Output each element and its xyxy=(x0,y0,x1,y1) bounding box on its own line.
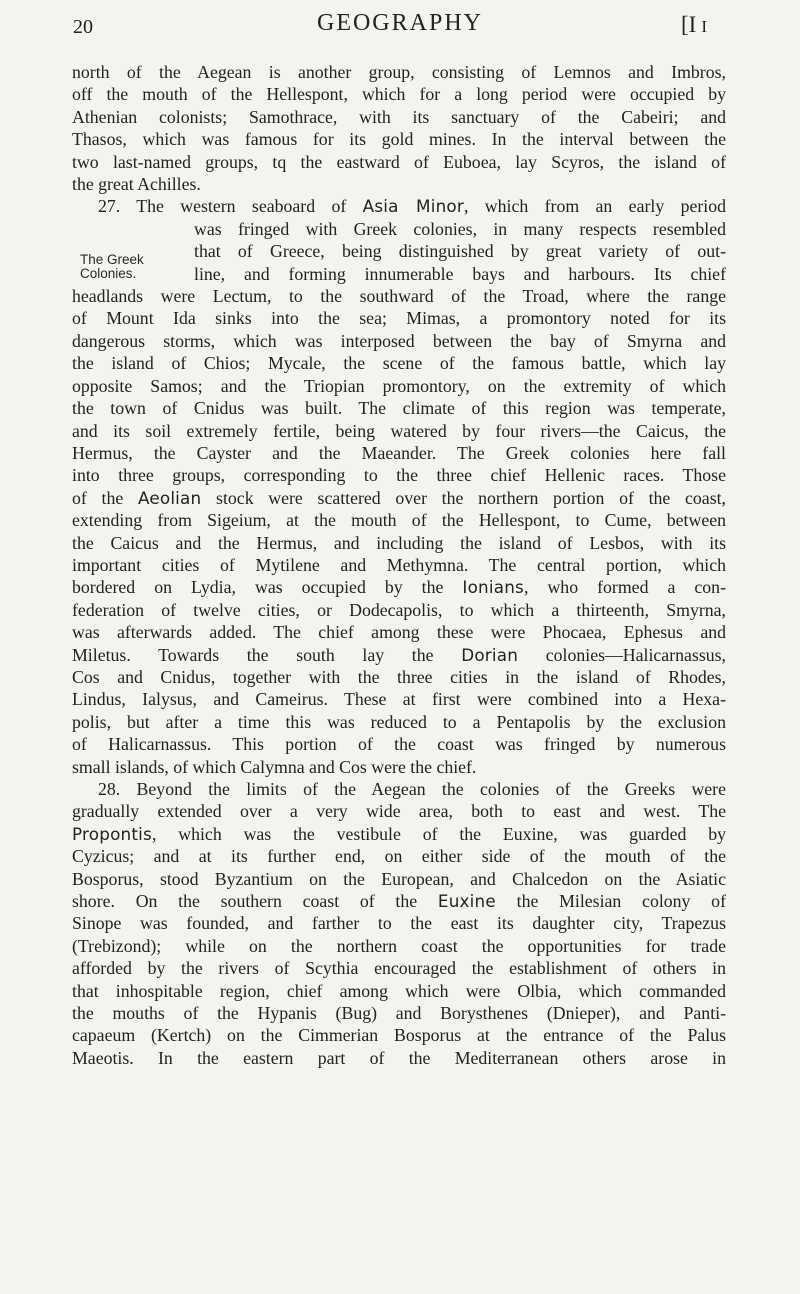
text-run: Miletus. Towards the south lay the xyxy=(72,644,462,665)
text-line: Athenian colonists; Samothrace, with its sanctuary of the Cabeiri; and xyxy=(72,106,726,127)
text-line: (Trebizond); while on the northern coast the opportunities for trade xyxy=(72,935,726,956)
text-line: polis, but after a time this was reduced to a Pentapolis by the exclusion xyxy=(72,711,726,732)
text-line: Bosporus, stood Byzantium on the European, and Chalcedon on the Asiatic xyxy=(72,868,726,889)
text-line: that of Greece, being distinguished by great variety of out- xyxy=(194,241,726,262)
text-line: gradually extended over a very wide area, both to east and west. The xyxy=(72,801,726,822)
text-line: small islands, of which Calymna and Cos were the chief. xyxy=(72,756,477,777)
text-line: Thasos, which was famous for its gold mines. In the interval between the xyxy=(72,129,726,150)
text-line: that inhospitable region, chief among which were Olbia, which commanded xyxy=(72,980,726,1001)
chapter-roman: I xyxy=(701,17,707,36)
section-term: Aeolian xyxy=(137,487,202,508)
text-run: shore. On the southern coast of the xyxy=(72,891,438,912)
text-line: Cyzicus; and at its further end, on either side of the mouth of the xyxy=(72,846,726,867)
text-run: the Milesian colony of xyxy=(495,891,726,912)
page-header xyxy=(0,6,800,42)
margin-note-line: The Greek xyxy=(80,252,144,267)
text-line: was afterwards added. The chief among these were Phocaea, Ephesus and xyxy=(72,622,726,643)
text-line xyxy=(72,644,726,666)
text-line xyxy=(72,487,726,509)
text-line: Maeotis. In the eastern part of the Mediterranean others arose in xyxy=(72,1047,726,1068)
text-run: , which was the vestibule of the Euxine, was guarded by xyxy=(151,823,726,844)
text-line: was fringed with Greek colonies, in many respects resembled xyxy=(194,218,726,239)
text-line: afforded by the rivers of Scythia encouraged the establishment of others in xyxy=(72,958,726,979)
text-run: of the xyxy=(72,487,138,508)
text-line xyxy=(72,576,726,598)
running-title: GEOGRAPHY xyxy=(316,10,483,36)
text-line: the Caicus and the Hermus, and including the island of Lesbos, with its xyxy=(72,532,726,553)
margin-note-line: Colonies. xyxy=(80,266,137,281)
text-line: into three groups, corresponding to the three chief Hellenic races. Those xyxy=(72,465,726,486)
text-line: off the mouth of the Hellespont, which for a long period were occupied by xyxy=(72,84,726,105)
section-term: Euxine xyxy=(437,891,496,912)
text-line: the town of Cnidus was built. The climate of this region was temperate, xyxy=(72,398,726,419)
text-line xyxy=(72,823,726,845)
text-line xyxy=(72,195,726,217)
text-line xyxy=(72,890,726,912)
body-text xyxy=(72,61,726,1069)
paragraph xyxy=(72,61,726,195)
text-run: , who formed a con- xyxy=(524,577,726,598)
text-line: two last-named groups, tq the eastward of Euboea, lay Scyros, the island of xyxy=(72,151,726,172)
text-line: Hermus, the Cayster and the Maeander. The Greek colonies here fall xyxy=(72,442,726,463)
text-run: stock were scattered over the northern portion of the coast, xyxy=(201,487,726,508)
text-line: headlands were Lectum, to the southward of the Troad, where the range xyxy=(72,286,726,307)
section-term: Propontis xyxy=(72,823,152,844)
text-line: of Mount Ida sinks into the sea; Mimas, a promontory noted for its xyxy=(72,308,726,329)
section-term: Dorian xyxy=(461,644,519,665)
text-run: , which from an early period xyxy=(464,196,726,217)
paragraph xyxy=(72,195,726,778)
section-term: Asia Minor xyxy=(362,196,464,217)
text-run: colonies—Halicarnassus, xyxy=(518,644,726,665)
paragraph xyxy=(72,778,726,1069)
text-line: Sinope was founded, and farther to the east its daughter city, Trapezus xyxy=(72,913,726,934)
text-line: the great Achilles. xyxy=(72,174,201,195)
text-line: important cities of Mytilene and Methymna. The central portion, which xyxy=(72,554,726,575)
text-line: the mouths of the Hypanis (Bug) and Borysthenes (Dnieper), and Panti- xyxy=(72,1003,726,1024)
text-line: federation of twelve cities, or Dodecapolis, to which a thirteenth, Smyrna, xyxy=(72,599,726,620)
text-line: opposite Samos; and the Triopian promontory, on the extremity of which xyxy=(72,375,726,396)
text-line: north of the Aegean is another group, consisting of Lemnos and Imbros, xyxy=(72,62,726,82)
text-line: extending from Sigeium, at the mouth of the Hellespont, to Cume, between xyxy=(72,510,726,531)
text-run: 27. The western seaboard of xyxy=(98,196,363,217)
text-line: 28. Beyond the limits of the Aegean the colonies of the Greeks were xyxy=(98,779,726,799)
text-line: capaeum (Kertch) on the Cimmerian Bosporus at the entrance of the Palus xyxy=(72,1025,726,1046)
text-line: of Halicarnassus. This portion of the coast was fringed by numerous xyxy=(72,734,726,755)
page-number: 20 xyxy=(73,16,93,38)
text-run: bordered on Lydia, was occupied by the xyxy=(72,577,463,598)
chapter-bracket: [I xyxy=(681,12,697,37)
text-line: dangerous storms, which was interposed between the bay of Smyrna and xyxy=(72,330,726,351)
text-line: Lindus, Ialysus, and Cameirus. These at first were combined into a Hexa- xyxy=(72,689,726,710)
text-line: line, and forming innumerable bays and harbours. Its chief xyxy=(194,263,726,284)
text-line: the island of Chios; Mycale, the scene of the famous battle, which lay xyxy=(72,353,726,374)
text-line: and its soil extremely fertile, being watered by four rivers—the Caicus, the xyxy=(72,420,726,441)
text-line: Cos and Cnidus, together with the three cities in the island of Rhodes, xyxy=(72,666,726,687)
chapter-mark xyxy=(681,12,707,38)
section-term: Ionians xyxy=(462,577,524,598)
